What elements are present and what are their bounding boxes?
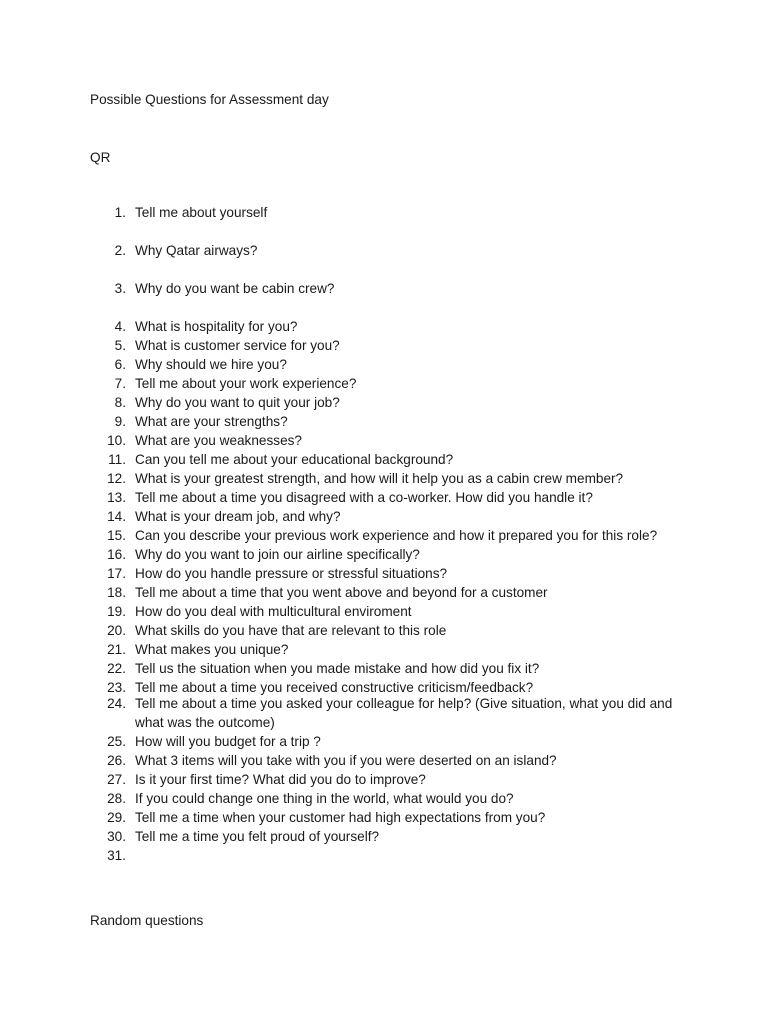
list-item-number: 16. bbox=[107, 547, 126, 562]
list-item-text: Why do you want be cabin crew? bbox=[135, 281, 335, 296]
document-title: Possible Questions for Assessment day bbox=[90, 92, 329, 107]
list-item-text: What is your dream job, and why? bbox=[135, 509, 341, 524]
list-item-text: Tell me a time you felt proud of yourself? bbox=[135, 829, 380, 844]
list-item-text: If you could change one thing in the world, what would you do? bbox=[135, 791, 514, 806]
list-item-number: 5. bbox=[114, 338, 126, 353]
list-item-text: What skills do you have that are relevant to this role bbox=[135, 623, 447, 638]
list-item-number: 2. bbox=[114, 243, 126, 258]
list-item-text: What is customer service for you? bbox=[135, 338, 340, 353]
list-item-number: 3. bbox=[114, 281, 126, 296]
list-item-text: What is your greatest strength, and how will it help you as a cabin crew member? bbox=[135, 471, 624, 486]
list-item-text: Why do you want to quit your job? bbox=[135, 395, 340, 410]
list-item-text: How will you budget for a trip ? bbox=[135, 734, 321, 749]
list-item-text: What makes you unique? bbox=[135, 642, 289, 657]
list-item-text: How do you deal with multicultural enviroment bbox=[135, 604, 412, 619]
list-item-number: 26. bbox=[107, 753, 126, 768]
list-item-number: 12. bbox=[107, 471, 126, 486]
list-item-number: 18. bbox=[107, 585, 126, 600]
list-item-text: How do you handle pressure or stressful situations? bbox=[135, 566, 448, 581]
list-item-number: 28. bbox=[107, 791, 126, 806]
list-item-number: 22. bbox=[107, 661, 126, 676]
list-item-text: Tell me a time when your customer had high expectations from you? bbox=[135, 810, 546, 825]
list-item-text: Tell me about a time you disagreed with a co-worker. How did you handle it? bbox=[135, 490, 593, 505]
list-item-text: Can you describe your previous work experience and how it prepared you for this role? bbox=[135, 528, 658, 543]
list-item-text: Why Qatar airways? bbox=[135, 243, 258, 258]
list-item-text: Tell me about a time that you went above and beyond for a customer bbox=[135, 585, 548, 600]
list-item-number: 31. bbox=[107, 848, 126, 863]
list-item-text: What 3 items will you take with you if you were deserted on an island? bbox=[135, 753, 557, 768]
list-item-text: Why do you want to join our airline specifically? bbox=[135, 547, 420, 562]
list-item-text: Can you tell me about your educational background? bbox=[135, 452, 454, 467]
section-label: QR bbox=[90, 150, 111, 165]
list-item-number: 17. bbox=[107, 566, 126, 581]
list-item-text: Tell me about yourself bbox=[135, 205, 268, 220]
random-questions-heading: Random questions bbox=[90, 913, 204, 928]
list-item-number: 9. bbox=[114, 414, 126, 429]
list-item-text: What is hospitality for you? bbox=[135, 319, 298, 334]
list-item-number: 25. bbox=[107, 734, 126, 749]
list-item-number: 7. bbox=[114, 376, 126, 391]
list-item-text: Why should we hire you? bbox=[135, 357, 287, 372]
list-item-number: 11. bbox=[108, 452, 126, 467]
list-item-number: 15. bbox=[107, 528, 126, 543]
list-item-number: 24. bbox=[107, 696, 126, 711]
list-item-text: Tell us the situation when you made mistake and how did you fix it? bbox=[135, 661, 540, 676]
list-item-number: 23. bbox=[107, 680, 126, 695]
list-item-number: 8. bbox=[114, 395, 126, 410]
list-item-number: 4. bbox=[114, 319, 126, 334]
list-item-text: What are your strengths? bbox=[135, 414, 288, 429]
list-item-text: Tell me about a time you received constructive criticism/feedback? bbox=[135, 680, 534, 695]
list-item-text: Tell me about a time you asked your colleague for help? (Give situation, what you did and what was the outcome) bbox=[135, 696, 673, 730]
list-item-number: 30. bbox=[107, 829, 126, 844]
list-item-number: 14. bbox=[107, 509, 126, 524]
list-item-number: 10. bbox=[107, 433, 126, 448]
list-item-number: 27. bbox=[107, 772, 126, 787]
list-item-text: Tell me about your work experience? bbox=[135, 376, 357, 391]
list-item-number: 20. bbox=[107, 623, 126, 638]
list-item-text: What are you weaknesses? bbox=[135, 433, 302, 448]
list-item-number: 13. bbox=[107, 490, 126, 505]
list-item-number: 6. bbox=[114, 357, 126, 372]
list-item-number: 1. bbox=[114, 205, 126, 220]
list-item-number: 29. bbox=[107, 810, 126, 825]
list-item-number: 21. bbox=[107, 642, 126, 657]
list-item-number: 19. bbox=[107, 604, 126, 619]
list-item-text: Is it your first time? What did you do to improve? bbox=[135, 772, 426, 787]
